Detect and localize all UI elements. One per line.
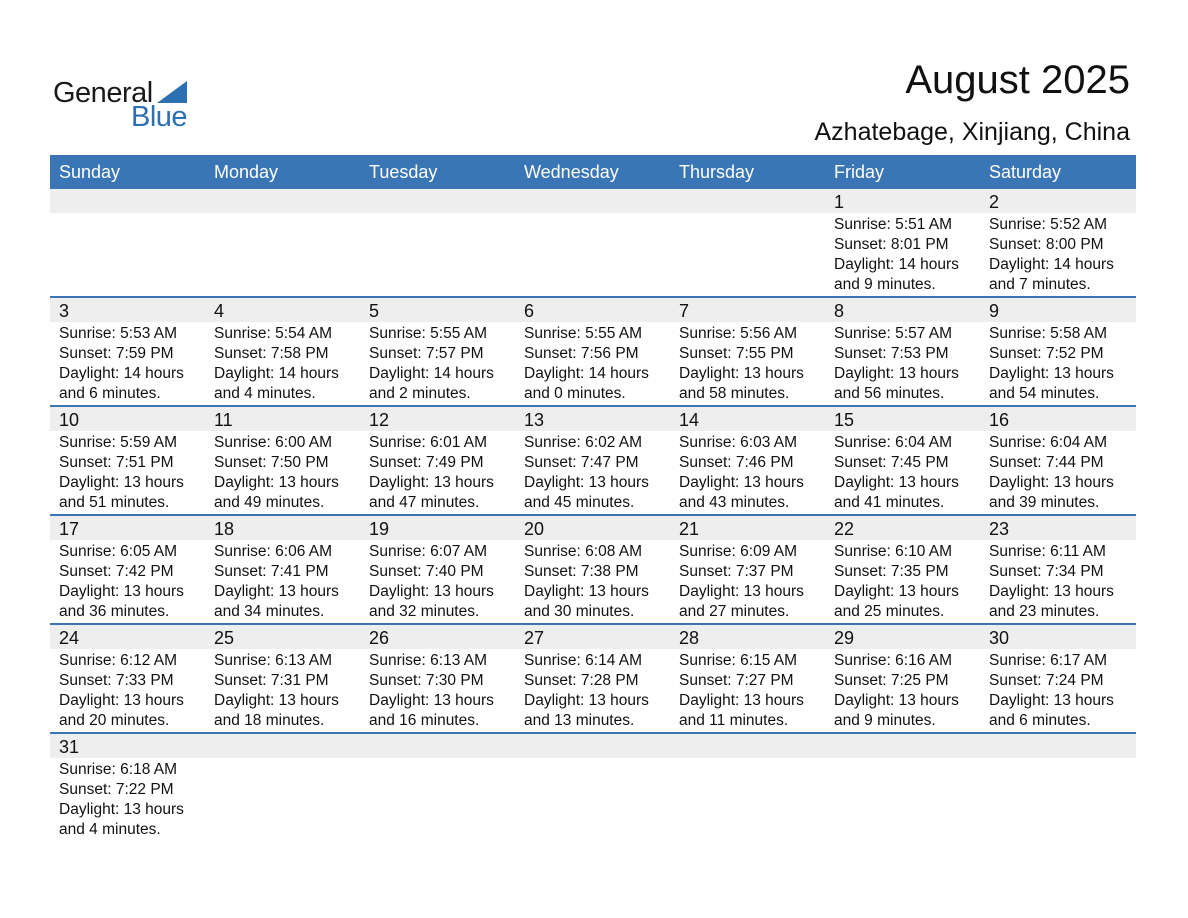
calendar-week	[50, 734, 1136, 841]
day-sunrise-text: Sunrise: 5:55 AM	[369, 325, 488, 342]
day-number	[670, 189, 825, 213]
day-number: 9	[989, 301, 1000, 321]
calendar-week	[50, 407, 1136, 516]
day-daylight-text: Daylight: 13 hours	[834, 474, 959, 491]
day-minutes-text: and 51 minutes.	[59, 494, 170, 511]
day-minutes-text: and 20 minutes.	[59, 712, 170, 729]
day-sunrise-text: Sunrise: 6:02 AM	[524, 434, 643, 451]
day-sunset-text: Sunset: 7:58 PM	[214, 345, 329, 362]
day-sunrise-text: Sunrise: 5:55 AM	[524, 325, 643, 342]
day-number: 10	[59, 410, 80, 430]
day-minutes-text: and 4 minutes.	[59, 821, 161, 838]
day-sunset-text: Sunset: 7:34 PM	[989, 563, 1104, 580]
day-minutes-text: and 27 minutes.	[679, 603, 790, 620]
weekday-header: Sunday	[59, 162, 121, 182]
day-sunrise-text: Sunrise: 6:13 AM	[214, 652, 333, 669]
day-number: 29	[834, 628, 855, 648]
day-sunrise-text: Sunrise: 6:17 AM	[989, 652, 1108, 669]
day-sunset-text: Sunset: 7:25 PM	[834, 672, 949, 689]
day-number: 1	[834, 192, 845, 212]
day-daylight-text: Daylight: 13 hours	[369, 692, 494, 709]
day-daylight-text: Daylight: 14 hours	[59, 365, 184, 382]
day-sunrise-text: Sunrise: 6:01 AM	[369, 434, 488, 451]
day-sunset-text: Sunset: 7:27 PM	[679, 672, 794, 689]
day-cell	[360, 649, 515, 731]
day-daylight-text: Daylight: 13 hours	[989, 583, 1114, 600]
day-sunset-text: Sunset: 7:52 PM	[989, 345, 1104, 362]
day-cell	[980, 649, 1136, 731]
day-daylight-text: Daylight: 13 hours	[59, 583, 184, 600]
day-daylight-text: Daylight: 13 hours	[989, 692, 1114, 709]
day-number: 22	[834, 519, 855, 539]
day-daylight-text: Daylight: 13 hours	[59, 801, 184, 818]
day-minutes-text: and 9 minutes.	[834, 276, 936, 293]
day-sunrise-text: Sunrise: 6:13 AM	[369, 652, 488, 669]
day-cell	[825, 649, 980, 731]
day-sunset-text: Sunset: 7:45 PM	[834, 454, 949, 471]
day-cell	[980, 322, 1136, 404]
day-sunrise-text: Sunrise: 5:53 AM	[59, 325, 178, 342]
day-daylight-text: Daylight: 13 hours	[679, 365, 804, 382]
day-sunrise-text: Sunrise: 6:15 AM	[679, 652, 798, 669]
day-cell	[670, 540, 825, 622]
day-sunset-text: Sunset: 7:30 PM	[369, 672, 484, 689]
day-daylight-text: Daylight: 14 hours	[524, 365, 649, 382]
day-number: 25	[214, 628, 235, 648]
day-cell	[515, 758, 670, 840]
day-daylight-text: Daylight: 13 hours	[214, 692, 339, 709]
day-number-band	[50, 189, 1136, 213]
day-sunrise-text: Sunrise: 5:57 AM	[834, 325, 953, 342]
weekday-header: Tuesday	[369, 162, 438, 182]
day-minutes-text: and 7 minutes.	[989, 276, 1091, 293]
day-minutes-text: and 13 minutes.	[524, 712, 635, 729]
day-cell	[205, 431, 360, 513]
day-number	[360, 734, 515, 758]
day-minutes-text: and 6 minutes.	[989, 712, 1091, 729]
day-sunset-text: Sunset: 7:28 PM	[524, 672, 639, 689]
day-number	[360, 189, 515, 213]
day-minutes-text: and 25 minutes.	[834, 603, 945, 620]
day-sunset-text: Sunset: 7:56 PM	[524, 345, 639, 362]
day-cell	[980, 213, 1136, 295]
day-daylight-text: Daylight: 13 hours	[214, 474, 339, 491]
weekday-header: Thursday	[679, 162, 755, 182]
weekday-header: Monday	[214, 162, 279, 182]
day-sunset-text: Sunset: 7:41 PM	[214, 563, 329, 580]
day-number: 2	[989, 192, 1000, 212]
day-info-row	[50, 540, 1136, 622]
day-number: 20	[524, 519, 545, 539]
day-minutes-text: and 43 minutes.	[679, 494, 790, 511]
day-sunset-text: Sunset: 7:59 PM	[59, 345, 174, 362]
day-sunrise-text: Sunrise: 6:18 AM	[59, 761, 178, 778]
day-minutes-text: and 56 minutes.	[834, 385, 945, 402]
day-cell	[50, 431, 205, 513]
day-sunrise-text: Sunrise: 6:06 AM	[214, 543, 333, 560]
day-info-row	[50, 431, 1136, 513]
day-daylight-text: Daylight: 13 hours	[524, 583, 649, 600]
day-cell	[360, 758, 515, 840]
day-number	[515, 734, 670, 758]
day-number: 28	[679, 628, 700, 648]
day-cell	[825, 540, 980, 622]
day-sunrise-text: Sunrise: 6:04 AM	[834, 434, 953, 451]
day-cell	[205, 213, 360, 295]
day-number-band	[50, 734, 1136, 758]
day-cell	[360, 540, 515, 622]
day-info-row	[50, 758, 1136, 840]
day-info-row	[50, 322, 1136, 404]
day-daylight-text: Daylight: 13 hours	[369, 474, 494, 491]
day-sunset-text: Sunset: 7:22 PM	[59, 781, 174, 798]
day-cell	[980, 431, 1136, 513]
day-cell	[670, 649, 825, 731]
day-cell	[825, 431, 980, 513]
day-daylight-text: Daylight: 13 hours	[524, 474, 649, 491]
day-sunrise-text: Sunrise: 6:03 AM	[679, 434, 798, 451]
general-blue-logo	[53, 77, 193, 133]
day-sunset-text: Sunset: 7:53 PM	[834, 345, 949, 362]
day-minutes-text: and 9 minutes.	[834, 712, 936, 729]
day-sunrise-text: Sunrise: 6:10 AM	[834, 543, 953, 560]
day-minutes-text: and 30 minutes.	[524, 603, 635, 620]
day-number: 21	[679, 519, 700, 539]
day-daylight-text: Daylight: 13 hours	[834, 365, 959, 382]
calendar-weeks	[50, 189, 1136, 841]
day-sunrise-text: Sunrise: 6:05 AM	[59, 543, 178, 560]
day-sunrise-text: Sunrise: 5:56 AM	[679, 325, 798, 342]
day-number	[980, 734, 1136, 758]
day-sunrise-text: Sunrise: 5:54 AM	[214, 325, 333, 342]
day-number	[825, 734, 980, 758]
day-cell	[825, 213, 980, 295]
day-minutes-text: and 58 minutes.	[679, 385, 790, 402]
day-number: 5	[369, 301, 380, 321]
day-daylight-text: Daylight: 13 hours	[59, 692, 184, 709]
day-daylight-text: Daylight: 13 hours	[989, 474, 1114, 491]
logo-word-general: General	[53, 77, 153, 109]
day-cell	[50, 758, 205, 840]
day-sunset-text: Sunset: 7:37 PM	[679, 563, 794, 580]
day-minutes-text: and 36 minutes.	[59, 603, 170, 620]
day-cell	[205, 758, 360, 840]
day-cell	[50, 322, 205, 404]
day-sunset-text: Sunset: 7:46 PM	[679, 454, 794, 471]
weekday-header: Wednesday	[524, 162, 619, 182]
day-daylight-text: Daylight: 14 hours	[369, 365, 494, 382]
day-sunrise-text: Sunrise: 6:16 AM	[834, 652, 953, 669]
day-minutes-text: and 49 minutes.	[214, 494, 325, 511]
day-daylight-text: Daylight: 13 hours	[679, 692, 804, 709]
day-sunset-text: Sunset: 7:44 PM	[989, 454, 1104, 471]
day-daylight-text: Daylight: 13 hours	[524, 692, 649, 709]
day-cell	[980, 758, 1136, 840]
day-info-row	[50, 213, 1136, 295]
day-number	[670, 734, 825, 758]
day-number: 3	[59, 301, 70, 321]
day-cell	[360, 322, 515, 404]
day-daylight-text: Daylight: 13 hours	[989, 365, 1114, 382]
day-cell	[515, 213, 670, 295]
day-minutes-text: and 45 minutes.	[524, 494, 635, 511]
day-sunset-text: Sunset: 7:31 PM	[214, 672, 329, 689]
weekday-header: Friday	[834, 162, 885, 182]
day-cell	[825, 322, 980, 404]
day-sunset-text: Sunset: 7:33 PM	[59, 672, 174, 689]
weekday-header: Saturday	[989, 162, 1062, 182]
day-number: 18	[214, 519, 235, 539]
day-sunset-text: Sunset: 7:35 PM	[834, 563, 949, 580]
day-number: 31	[59, 737, 80, 757]
day-cell	[360, 431, 515, 513]
day-sunrise-text: Sunrise: 6:11 AM	[989, 543, 1106, 560]
day-daylight-text: Daylight: 14 hours	[989, 256, 1114, 273]
day-daylight-text: Daylight: 14 hours	[834, 256, 959, 273]
day-minutes-text: and 39 minutes.	[989, 494, 1100, 511]
day-minutes-text: and 0 minutes.	[524, 385, 626, 402]
day-number: 23	[989, 519, 1010, 539]
calendar-week	[50, 516, 1136, 625]
day-number-band	[50, 298, 1136, 322]
day-daylight-text: Daylight: 13 hours	[369, 583, 494, 600]
day-number: 12	[369, 410, 390, 430]
day-sunset-text: Sunset: 7:42 PM	[59, 563, 174, 580]
day-minutes-text: and 6 minutes.	[59, 385, 161, 402]
location-subtitle: Azhatebage, Xinjiang, China	[814, 118, 1130, 146]
day-sunrise-text: Sunrise: 5:58 AM	[989, 325, 1108, 342]
day-sunset-text: Sunset: 8:01 PM	[834, 236, 949, 253]
day-number: 4	[214, 301, 225, 321]
day-minutes-text: and 32 minutes.	[369, 603, 480, 620]
calendar-week	[50, 298, 1136, 407]
day-minutes-text: and 41 minutes.	[834, 494, 945, 511]
day-number: 8	[834, 301, 845, 321]
day-cell	[50, 213, 205, 295]
day-number-band	[50, 407, 1136, 431]
day-cell	[360, 213, 515, 295]
day-cell	[515, 649, 670, 731]
day-sunset-text: Sunset: 7:50 PM	[214, 454, 329, 471]
calendar-week	[50, 625, 1136, 734]
day-daylight-text: Daylight: 13 hours	[834, 583, 959, 600]
day-minutes-text: and 16 minutes.	[369, 712, 480, 729]
day-sunrise-text: Sunrise: 6:12 AM	[59, 652, 178, 669]
day-daylight-text: Daylight: 13 hours	[214, 583, 339, 600]
day-cell	[205, 540, 360, 622]
day-number: 14	[679, 410, 700, 430]
day-number-band	[50, 625, 1136, 649]
day-number: 19	[369, 519, 390, 539]
day-cell	[515, 540, 670, 622]
day-number: 6	[524, 301, 535, 321]
day-daylight-text: Daylight: 13 hours	[834, 692, 959, 709]
day-cell	[515, 322, 670, 404]
calendar-week	[50, 189, 1136, 298]
day-daylight-text: Daylight: 13 hours	[679, 474, 804, 491]
day-sunset-text: Sunset: 8:00 PM	[989, 236, 1104, 253]
day-sunrise-text: Sunrise: 6:07 AM	[369, 543, 488, 560]
day-sunset-text: Sunset: 7:57 PM	[369, 345, 484, 362]
day-number: 13	[524, 410, 545, 430]
day-sunrise-text: Sunrise: 6:00 AM	[214, 434, 333, 451]
day-sunrise-text: Sunrise: 6:08 AM	[524, 543, 643, 560]
day-minutes-text: and 23 minutes.	[989, 603, 1100, 620]
day-number: 30	[989, 628, 1010, 648]
day-daylight-text: Daylight: 14 hours	[214, 365, 339, 382]
page-title: August 2025	[905, 58, 1130, 102]
day-number: 26	[369, 628, 390, 648]
day-sunrise-text: Sunrise: 5:59 AM	[59, 434, 178, 451]
day-cell	[670, 758, 825, 840]
day-number	[205, 734, 360, 758]
day-sunset-text: Sunset: 7:24 PM	[989, 672, 1104, 689]
day-number: 17	[59, 519, 80, 539]
day-minutes-text: and 34 minutes.	[214, 603, 325, 620]
day-number: 15	[834, 410, 855, 430]
day-number	[205, 189, 360, 213]
day-number	[50, 189, 205, 213]
logo-triangle-icon	[157, 81, 187, 103]
day-cell	[515, 431, 670, 513]
logo-word-blue: Blue	[131, 101, 188, 133]
day-number-band	[50, 516, 1136, 540]
day-cell	[50, 649, 205, 731]
day-sunrise-text: Sunrise: 6:09 AM	[679, 543, 798, 560]
day-cell	[205, 322, 360, 404]
day-cell	[670, 213, 825, 295]
day-cell	[50, 540, 205, 622]
day-sunrise-text: Sunrise: 6:04 AM	[989, 434, 1108, 451]
day-cell	[980, 540, 1136, 622]
day-cell	[670, 431, 825, 513]
day-number: 16	[989, 410, 1010, 430]
day-daylight-text: Daylight: 13 hours	[679, 583, 804, 600]
day-cell	[825, 758, 980, 840]
day-sunset-text: Sunset: 7:38 PM	[524, 563, 639, 580]
day-number: 24	[59, 628, 80, 648]
day-sunrise-text: Sunrise: 5:52 AM	[989, 216, 1108, 233]
day-sunset-text: Sunset: 7:55 PM	[679, 345, 794, 362]
weekday-header-row	[50, 155, 1136, 189]
day-cell	[670, 322, 825, 404]
day-minutes-text: and 47 minutes.	[369, 494, 480, 511]
day-minutes-text: and 18 minutes.	[214, 712, 325, 729]
day-sunset-text: Sunset: 7:47 PM	[524, 454, 639, 471]
day-minutes-text: and 4 minutes.	[214, 385, 316, 402]
day-number: 27	[524, 628, 545, 648]
day-sunrise-text: Sunrise: 6:14 AM	[524, 652, 643, 669]
day-daylight-text: Daylight: 13 hours	[59, 474, 184, 491]
day-sunset-text: Sunset: 7:40 PM	[369, 563, 484, 580]
day-info-row	[50, 649, 1136, 731]
day-minutes-text: and 11 minutes.	[679, 712, 789, 729]
day-number: 11	[214, 410, 233, 430]
day-number: 7	[679, 301, 690, 321]
day-cell	[205, 649, 360, 731]
day-number	[515, 189, 670, 213]
calendar-grid	[50, 155, 1136, 841]
day-sunset-text: Sunset: 7:49 PM	[369, 454, 484, 471]
day-sunrise-text: Sunrise: 5:51 AM	[834, 216, 953, 233]
day-sunset-text: Sunset: 7:51 PM	[59, 454, 174, 471]
day-minutes-text: and 2 minutes.	[369, 385, 471, 402]
day-minutes-text: and 54 minutes.	[989, 385, 1100, 402]
